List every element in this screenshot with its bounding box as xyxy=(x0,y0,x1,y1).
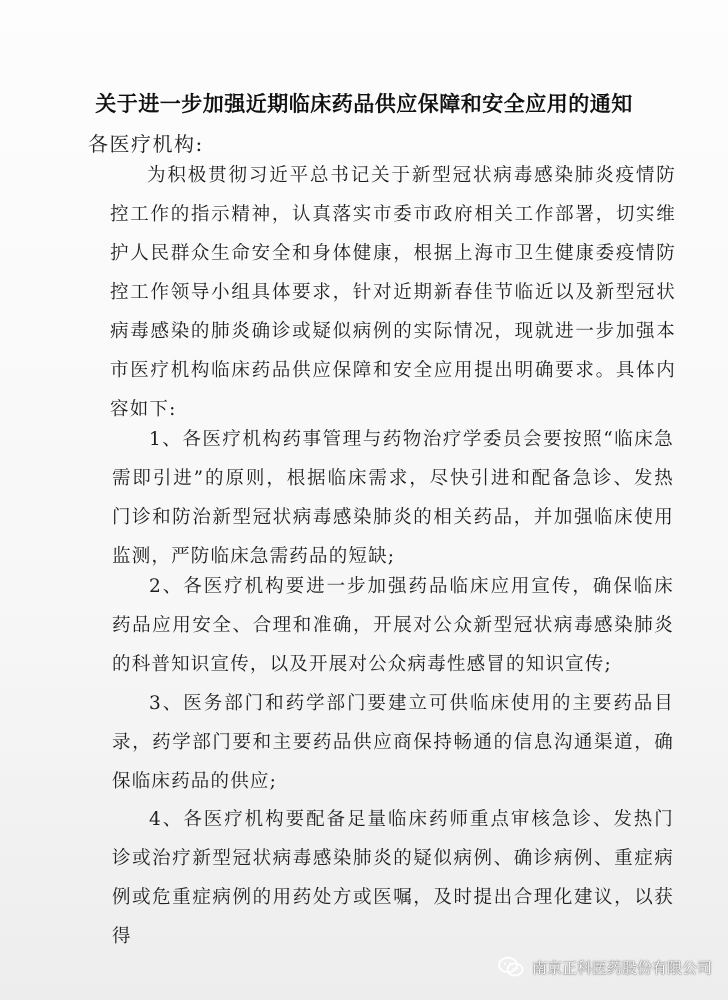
document-title: 关于进一步加强近期临床药品供应保障和安全应用的通知 xyxy=(95,92,633,116)
paragraph-item-1: 1、各医疗机构药事管理与药物治疗学委员会要按照“临床急需即引进”的原则，根据临床需求，尽快引进和配备急诊、发热门诊和防治新型冠状病毒感染肺炎的相关药品，并加强临床使用监测，严防临床急需药品的短缺; xyxy=(112,429,674,567)
paragraph-item-3: 3、医务部门和药学部门要建立可供临床使用的主要药品目录，药学部门要和主要药品供应商保持畅通的信息沟通渠道，确保临床药品的供应; xyxy=(112,693,674,792)
wechat-watermark xyxy=(498,956,712,978)
wechat-icon xyxy=(498,956,524,978)
paragraph-item-4: 4、各医疗机构要配备足量临床药师重点审核急诊、发热门诊或治疗新型冠状病毒感染肺炎的疑似病例、确诊病例、重症病例或危重症病例的用药处方或医嘱，及时提出合理化建议，以获得 xyxy=(112,809,674,947)
addressee: 各医疗机构: xyxy=(88,132,204,156)
paragraph-intro: 为积极贯彻习近平总书记关于新型冠状病毒感染肺炎疫情防控工作的指示精神，认真落实市委市政府相关工作部署，切实维护人民群众生命安全和身体健康，根据上海市卫生健康委疫情防控工作领导小组具体要求，针对近期新春佳节临近以及新型冠状病毒感染的肺炎确诊或疑似病例的实际情况，现就进一步加强本市医疗机构临床药品供应保障和安全应用提出明确要求。具体内容如下: xyxy=(110,165,676,420)
paragraph-item-2: 2、各医疗机构要进一步加强药品临床应用宣传，确保临床药品应用安全、合理和准确，开展对公众新型冠状病毒感染肺炎的科普知识宣传，以及开展对公众病毒性感冒的知识宣传; xyxy=(112,576,674,675)
watermark-text: 南京正科医药股份有限公司 xyxy=(531,958,712,977)
